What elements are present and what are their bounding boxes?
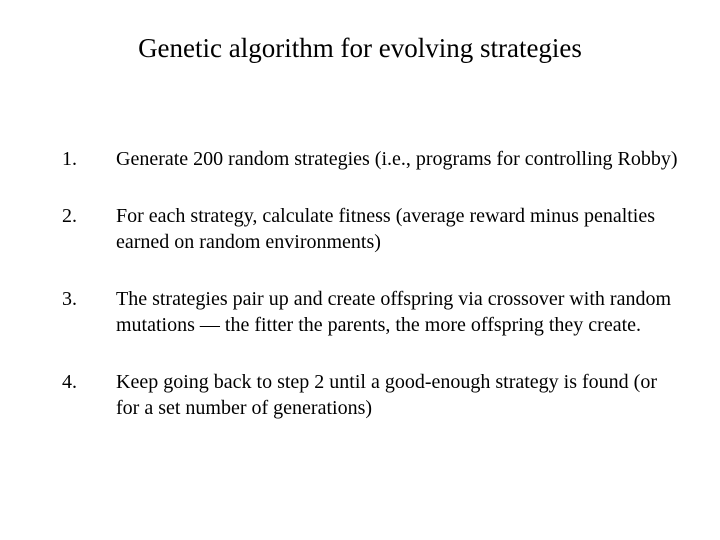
step-list	[62, 146, 682, 421]
step-text: Generate 200 random strategies (i.e., programs for controlling Robby)	[116, 148, 678, 170]
step-number: 4.	[62, 371, 77, 393]
slide-title: Genetic algorithm for evolving strategies	[138, 33, 582, 63]
step-text: Keep going back to step 2 until a good-enough strategy is found (or for a set number of generations)	[116, 371, 657, 419]
step-item	[62, 286, 682, 338]
step-item	[62, 369, 682, 421]
step-text: For each strategy, calculate fitness (average reward minus penalties earned on random environments)	[116, 205, 656, 253]
step-text: The strategies pair up and create offspring via crossover with random mutations — the fitter the parents, the more offspring they create.	[116, 288, 671, 336]
step-number: 1.	[62, 148, 77, 170]
step-item	[62, 203, 682, 255]
step-number: 3.	[62, 288, 77, 310]
step-item	[62, 146, 682, 172]
step-number: 2.	[62, 205, 77, 227]
